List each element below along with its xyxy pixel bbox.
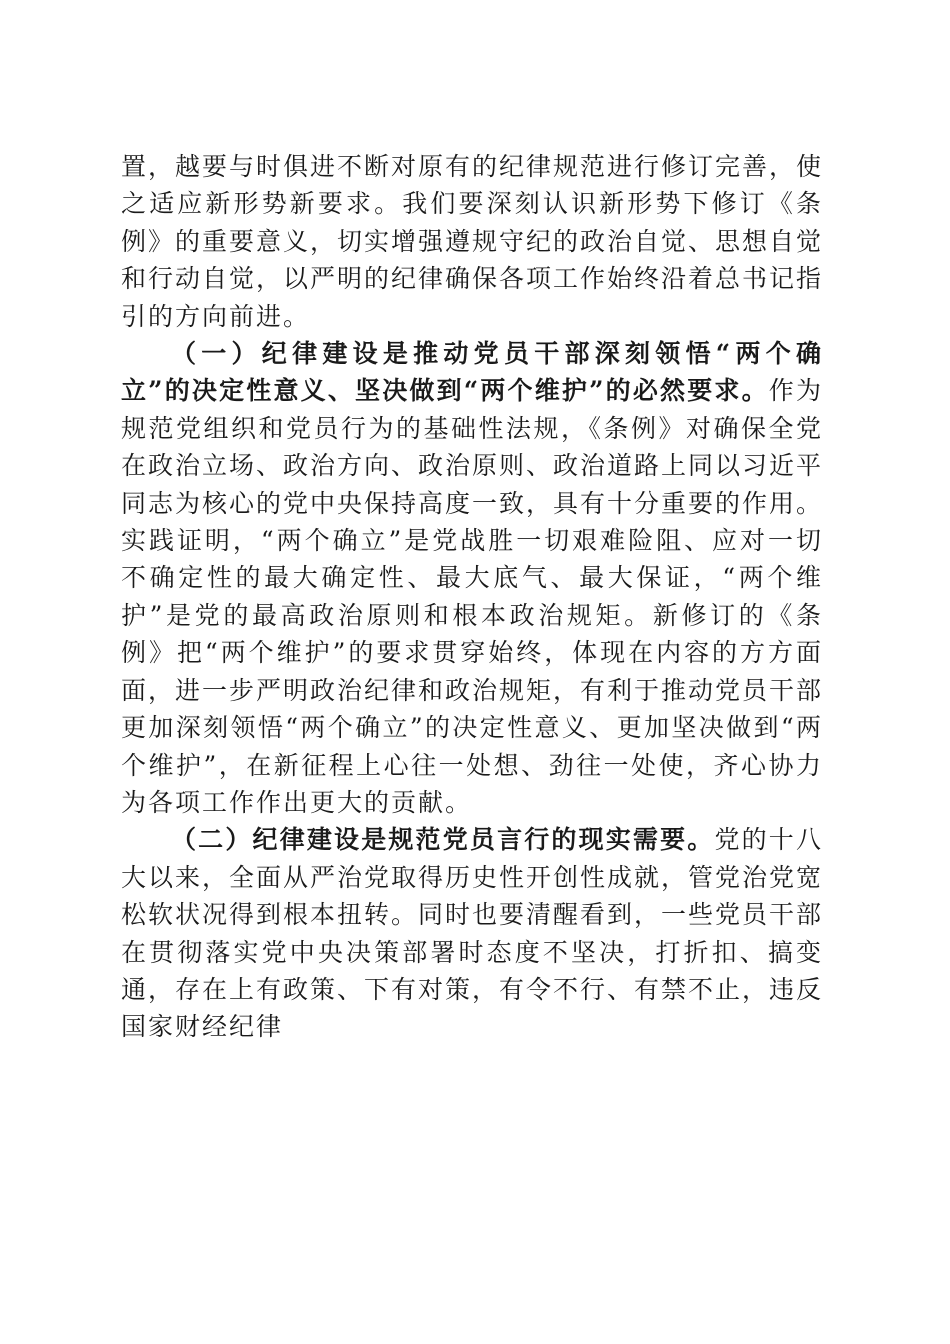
- paragraph-text: 作为规范党组织和党员行为的基础性法规，《条例》对确保全党在政治立场、政治方向、政治原则、政治道路上同以习近平同志为核心的党中央保持高度一致，具有十分重要的作用。实践证明，“两个确立”是党战胜一切艰难险阻、应对一切不确定性的最大确定性、最大底气、最大保证，“两个维护”是党的最高政治原则和根本政治规矩。新修订的《条例》把“两个维护”的要求贯穿始终，体现在内容的方方面面，进一步严明政治纪律和政治规矩，有利于推动党员干部更加深刻领悟“两个确立”的决定性意义、更加坚决做到“两个维护”，在新征程上心往一处想、劲往一处使，齐心协力为各项工作作出更大的贡献。: [121, 376, 824, 817]
- paragraph-continued: [121, 148, 823, 335]
- section-heading: （一）纪律建设是推动党员干部深刻领悟“两个确立”的决定性意义、坚决做到“两个维护”的必然要求。: [121, 339, 823, 406]
- section-heading: （二）纪律建设是规范党员言行的现实需要。: [171, 825, 715, 855]
- paragraph-text: 党的十八大以来，全面从严治党取得历史性开创性成就，管党治党宽松软状况得到根本扭转。同时也要清醒看到，一些党员干部在贯彻落实党中央决策部署时态度不坚决，打折扣、搞变通，存在上有政策、下有对策，有令不行、有禁不止，违反国家财经纪律: [121, 825, 824, 1042]
- paragraph-section-1: [121, 335, 823, 821]
- paragraph-section-2: [121, 821, 823, 1045]
- paragraph-text: 置，越要与时俱进不断对原有的纪律规范进行修订完善，使之适应新形势新要求。我们要深刻认识新形势下修订《条例》的重要意义，切实增强遵规守纪的政治自觉、思想自觉和行动自觉，以严明的纪律确保各项工作始终沿着总书记指引的方向前进。: [121, 152, 824, 331]
- document-body: [121, 148, 823, 1046]
